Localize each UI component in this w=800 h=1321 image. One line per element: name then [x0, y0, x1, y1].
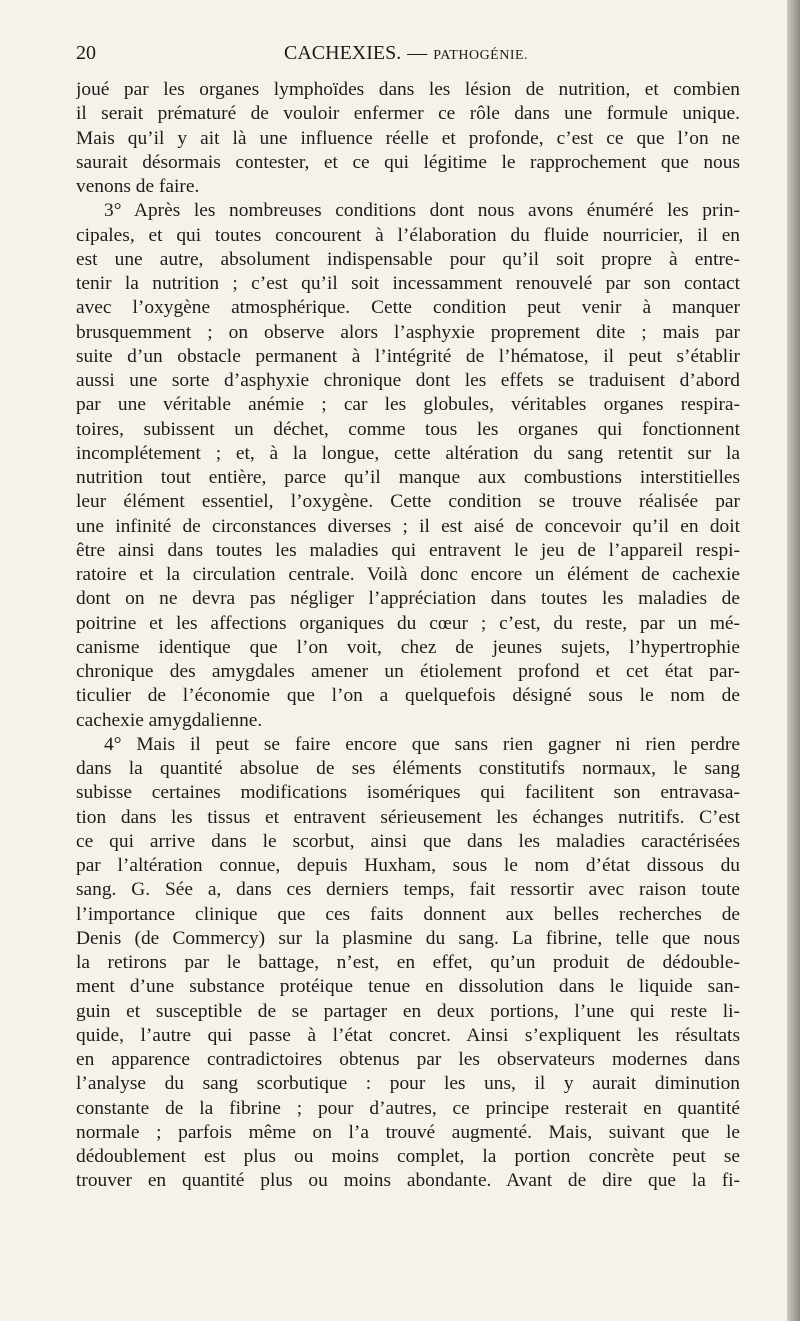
text-line: sang. G. Sée a, dans ces derniers temps, fait ressortir avec raison toute: [76, 879, 740, 901]
text-line: saurait désormais contester, et ce qui légitime le rapprochement que nous: [76, 151, 740, 173]
text-line: avec l’oxygène atmosphérique. Cette condition peut venir à manquer: [76, 297, 740, 319]
text-line: être ainsi dans toutes les maladies qui entravent le jeu de l’appareil respi-: [76, 539, 740, 561]
text-line: guin et susceptible de se partager en deux portions, l’une qui reste li-: [76, 1000, 740, 1022]
text-line: brusquemment ; on observe alors l’asphyxie proprement dite ; mais par: [76, 321, 740, 343]
text-line: par une véritable anémie ; car les globules, véritables organes respira-: [76, 394, 740, 416]
text-line: incomplétement ; et, à la longue, cette altération du sang retentit sur la: [76, 442, 740, 464]
text-line: canisme identique que l’on voit, chez de jeunes sujets, l’hypertrophie: [76, 636, 740, 658]
text-line: toires, subissent un déchet, comme tous les organes qui fonctionnent: [76, 418, 740, 440]
text-line: ticulier de l’économie que l’on a quelquefois désigné sous le nom de: [76, 685, 740, 707]
text-line: poitrine et les affections organiques du cœur ; c’est, du reste, par un mé-: [76, 612, 740, 634]
text-line: tion dans les tissus et entravent sérieusement les échanges nutritifs. C’est: [76, 806, 740, 828]
text-line: Mais qu’il y ait là une influence réelle et profonde, c’est ce que l’on ne: [76, 127, 740, 149]
text-line: suite d’un obstacle permanent à l’intégrité de l’hématose, il peut s’établir: [76, 345, 740, 367]
running-head-title: CACHEXIES.: [284, 42, 402, 64]
text-line: cipales, et qui toutes concourent à l’élaboration du fluide nourricier, il en: [76, 224, 740, 246]
text-line: une infinité de circonstances diverses ; il est aisé de concevoir qu’il en doit: [76, 515, 740, 537]
text-line: est une autre, absolument indispensable pour qu’il soit propre à entre-: [76, 248, 740, 270]
running-head: [284, 42, 528, 65]
text-line: normale ; parfois même on l’a trouvé augmenté. Mais, suivant que le: [76, 1121, 740, 1143]
text-line: dédoublement est plus ou moins complet, la portion concrète peut se: [76, 1146, 740, 1167]
text-line: tenir la nutrition ; c’est qu’il soit incessamment renouvelé par son contact: [76, 273, 740, 294]
text-line: trouver en quantité plus ou moins abondante. Avant de dire que la fi-: [76, 1170, 740, 1192]
text-line: l’analyse du sang scorbutique : pour les uns, il y aurait diminution: [76, 1073, 740, 1095]
running-head-separator: —: [407, 42, 428, 64]
text-line: l’importance clinique que ces faits donnent aux belles recherches de: [76, 903, 740, 925]
text-line: constante de la fibrine ; pour d’autres, ce principe resterait en quantité: [76, 1097, 740, 1119]
text-line: dont on ne devra pas négliger l’appréciation dans toutes les maladies de: [76, 588, 740, 610]
text-line: ce qui arrive dans le scorbut, ainsi que dans les maladies caractérisées: [76, 830, 740, 852]
text-line: dans la quantité absolue de ses éléments constitutifs normaux, le sang: [76, 758, 740, 779]
page-number: 20: [76, 42, 96, 64]
running-head-subtitle: PATHOGÉNIE.: [433, 48, 529, 63]
text-line: quide, l’autre qui passe à l’état concret. Ainsi s’expliquent les résultats: [76, 1024, 740, 1046]
text-line: joué par les organes lymphoïdes dans les lésion de nutrition, et combien: [76, 79, 740, 100]
text-line: ratoire et la circulation centrale. Voilà donc encore un élément de cachexie: [76, 564, 740, 585]
text-line: venons de faire.: [76, 176, 200, 197]
page-header: [76, 42, 740, 72]
text-line: nutrition tout entière, parce qu’il manque aux combustions interstitielles: [76, 467, 740, 488]
text-line: cachexie amygdalienne.: [76, 709, 263, 731]
text-line: il serait prématuré de vouloir enfermer ce rôle dans une formule unique.: [76, 103, 740, 125]
text-line: en apparence contradictoires obtenus par les observateurs modernes dans: [76, 1049, 740, 1070]
text-line: la retirons par le battage, n’est, en effet, qu’un produit de dédouble-: [76, 952, 740, 973]
text-line: leur élément essentiel, l’oxygène. Cette condition se trouve réalisée par: [76, 491, 740, 513]
text-line: par l’altération connue, depuis Huxham, sous le nom d’état dissous du: [76, 855, 740, 876]
paragraph-start-line: 3° Après les nombreuses conditions dont nous avons énuméré les prin-: [104, 200, 740, 222]
text-line: ment d’une substance protéique tenue en dissolution dans le liquide san-: [76, 976, 740, 998]
paragraph-start-line: 4° Mais il peut se faire encore que sans rien gagner ni rien perdre: [104, 733, 740, 755]
page-edge-shadow: [787, 0, 800, 1321]
text-line: chronique des amygdales amener un étiolement profond et cet état par-: [76, 661, 740, 682]
text-line: aussi une sorte d’asphyxie chronique dont les effets se traduisent d’abord: [76, 370, 740, 391]
body-text: [76, 78, 740, 1194]
text-line: Denis (de Commercy) sur la plasmine du sang. La fibrine, telle que nous: [76, 927, 740, 949]
text-line: subisse certaines modifications isomériques qui facilitent son entravasa-: [76, 782, 740, 804]
